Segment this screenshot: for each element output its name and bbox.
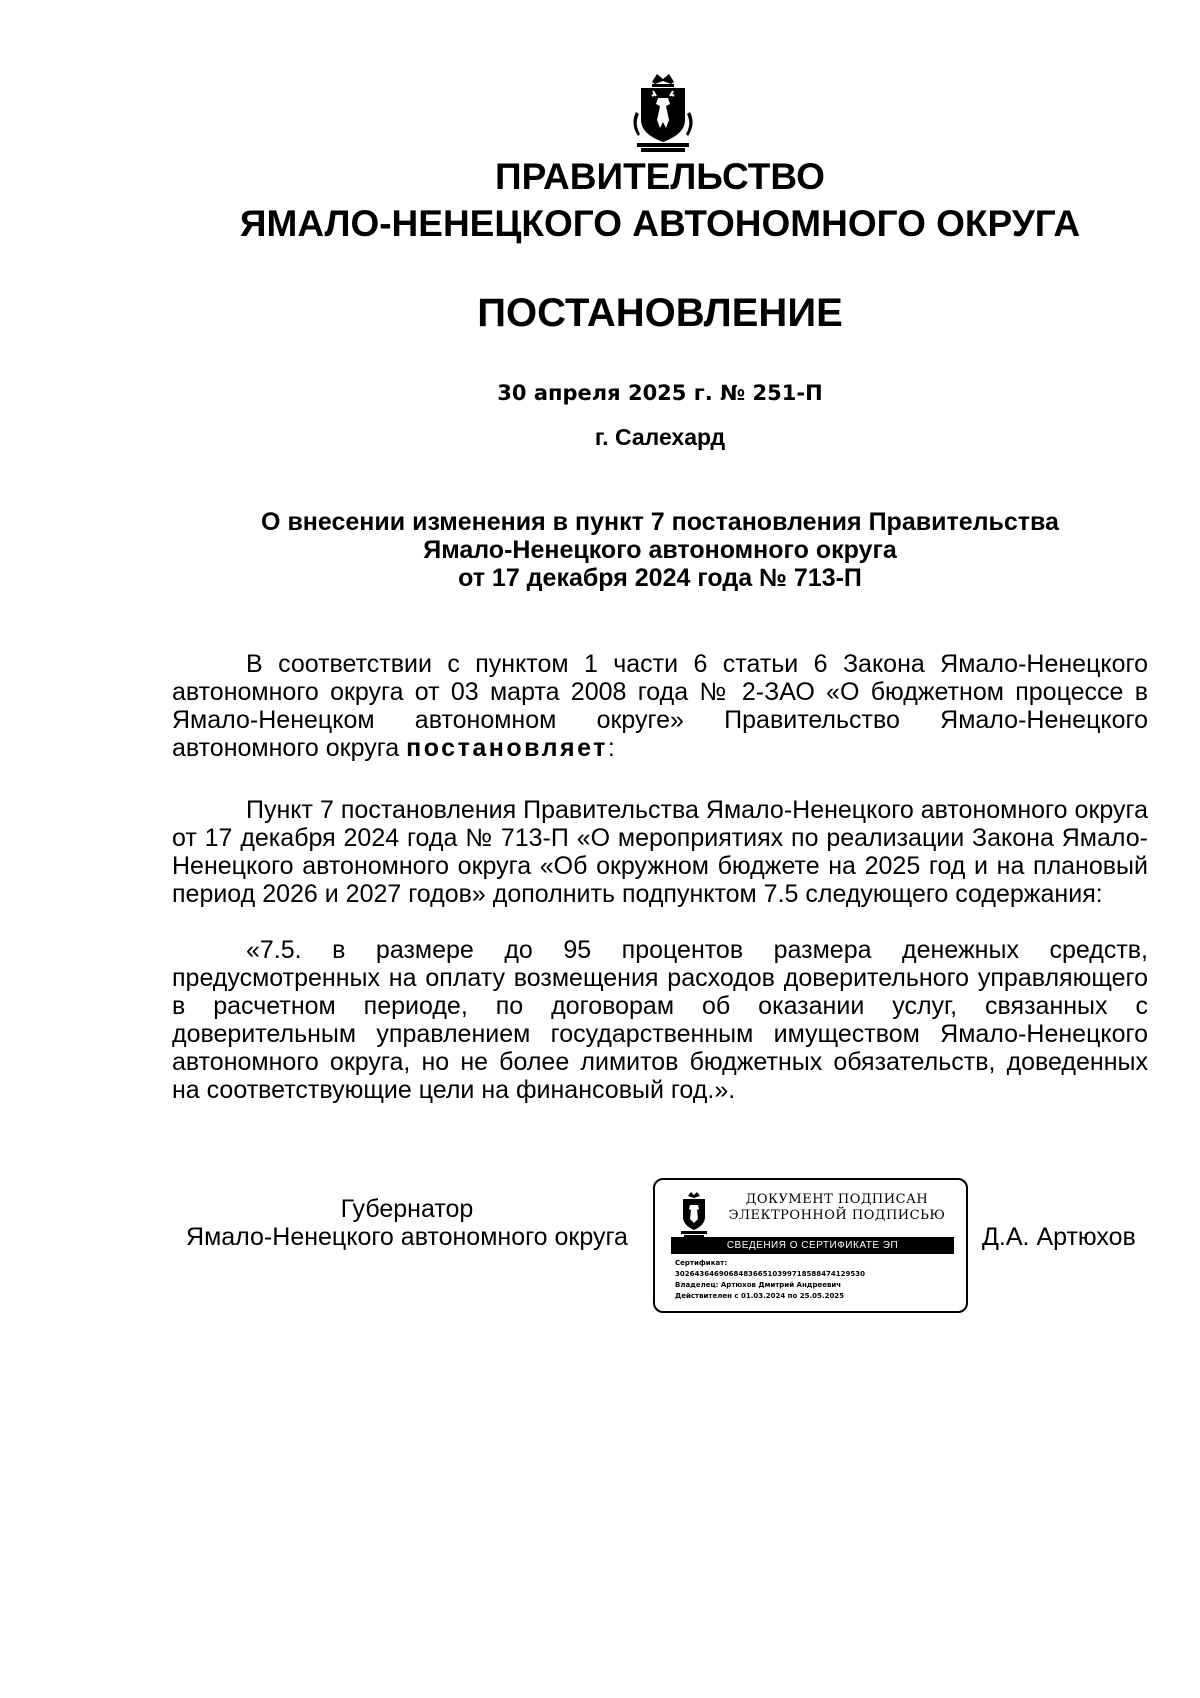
body-paragraph-2: «7.5. в размере до 95 процентов размера денежных средств, предусмотренных на оплату возмещения расходов доверительного управляющего в расчетном периоде, по договорам об оказании услуг, связанных с доверительным управлением государственным имуществом Ямало-Ненецкого автономного округа, но не более лимитов бюджетных обязательств, доведенных на соответствующие цели на финансовый год.». xyxy=(172,936,1148,1104)
e-signature-stamp xyxy=(653,1178,968,1313)
signatory-position xyxy=(172,1195,642,1251)
preamble-text: В соответствии с пунктом 1 части 6 статьи 6 Закона Ямало-Ненецкого автономного округа от 03 марта 2008 года № 2-ЗАО «О бюджетном процессе в Ямало-Ненецком автономном округе» Правительство Ямало-Ненецкого автономного округа xyxy=(172,650,1148,762)
subject-line: Ямало-Ненецкого автономного округа xyxy=(423,536,897,564)
subject-line: от 17 декабря 2024 года № 713-П xyxy=(458,564,862,592)
document-date-number: 30 апреля 2025 г. № 251-П xyxy=(497,381,823,405)
authority-name-line2: ЯМАЛО-НЕНЕЦКОГО АВТОНОМНОГО ОКРУГА xyxy=(239,203,1081,244)
decree-keyword: постановляет xyxy=(406,734,608,762)
stamp-title-line1: ДОКУМЕНТ ПОДПИСАН xyxy=(745,1192,929,1207)
document-subject xyxy=(180,508,1140,592)
preamble-end: : xyxy=(607,734,615,762)
coat-of-arms-icon xyxy=(624,72,702,154)
signatory-position-line2: Ямало-Ненецкого автономного округа xyxy=(186,1223,628,1251)
stamp-owner: Владелец: Артюхов Дмитрий Андреевич xyxy=(675,1281,842,1289)
coat-of-arms-icon xyxy=(677,1192,711,1238)
signatory-position-line1: Губернатор xyxy=(340,1195,474,1223)
stamp-title xyxy=(717,1192,957,1224)
document-city: г. Салехард xyxy=(594,424,726,450)
document-type: ПОСТАНОВЛЕНИЕ xyxy=(477,291,843,335)
stamp-certificate-header: СВЕДЕНИЯ О СЕРТИФИКАТЕ ЭП xyxy=(671,1237,954,1254)
subject-line: О внесении изменения в пункт 7 постановления Правительства xyxy=(261,508,1059,536)
stamp-cert-label: Сертификат: xyxy=(675,1259,728,1267)
preamble-paragraph xyxy=(172,650,1148,762)
stamp-cert-number: 302643646906848366510399718588474129530 xyxy=(675,1270,865,1278)
signatory-name: Д.А. Артюхов xyxy=(982,1223,1136,1251)
authority-name-line1: ПРАВИТЕЛЬСТВО xyxy=(495,156,825,197)
stamp-validity: Действителен с 01.03.2024 по 25.05.2025 xyxy=(675,1292,845,1300)
stamp-certificate-info xyxy=(675,1258,960,1302)
body-paragraph-1: Пункт 7 постановления Правительства Ямало-Ненецкого автономного округа от 17 декабря 2024 года № 713-П «О мероприятиях по реализации Закона Ямало-Ненецкого автономного округа «Об окружном бюджете на 2025 год и на плановый период 2026 и 2027 годов» дополнить подпунктом 7.5 следующего содержания: xyxy=(172,796,1148,908)
stamp-title-line2: ЭЛЕКТРОННОЙ ПОДПИСЬЮ xyxy=(728,1208,946,1223)
